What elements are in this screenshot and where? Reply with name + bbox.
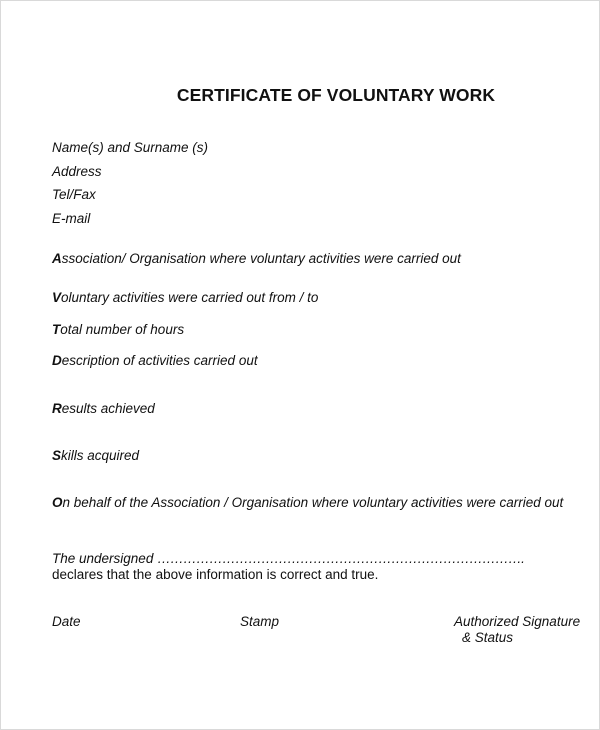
field-description xyxy=(52,353,258,368)
declaration-undersigned-label: The undersigned xyxy=(52,551,154,566)
field-results-initial: R xyxy=(52,401,62,416)
field-hours-text: otal number of hours xyxy=(60,322,185,337)
declaration-statement: declares that the above information is correct and true. xyxy=(52,567,379,582)
field-skills xyxy=(52,448,139,463)
field-association-text: ssociation/ Organisation where voluntary activities were carried out xyxy=(61,251,461,266)
footer-date: Date xyxy=(52,614,81,629)
declaration-dotted-line: …………………………………………………………………………. xyxy=(157,551,525,566)
field-behalf xyxy=(52,495,563,510)
field-behalf-text: n behalf of the Association / Organisation where voluntary activities were carried out xyxy=(62,495,564,510)
field-skills-initial: S xyxy=(52,448,62,463)
field-address: Address xyxy=(52,164,102,179)
field-email: E-mail xyxy=(52,211,91,226)
field-name: Name(s) and Surname (s) xyxy=(52,140,209,155)
field-behalf-initial: O xyxy=(52,495,63,510)
field-telfax: Tel/Fax xyxy=(52,187,96,202)
field-association-initial: A xyxy=(52,251,62,266)
field-association xyxy=(52,251,461,266)
field-dates xyxy=(52,290,318,305)
footer-signature-line2: & Status xyxy=(462,630,514,645)
footer-stamp: Stamp xyxy=(240,614,280,629)
field-hours xyxy=(52,322,184,337)
field-dates-initial: V xyxy=(52,290,62,305)
field-skills-text: kills acquired xyxy=(61,448,140,463)
field-dates-text: oluntary activities were carried out from / to xyxy=(61,290,319,305)
certificate-title: CERTIFICATE OF VOLUNTARY WORK xyxy=(176,85,496,105)
field-description-initial: D xyxy=(52,353,62,368)
footer-signature-line1: Authorized Signature xyxy=(454,614,581,629)
field-results xyxy=(52,401,155,416)
field-hours-initial: T xyxy=(52,322,61,337)
field-description-text: escription of activities carried out xyxy=(61,353,258,368)
field-results-text: esults achieved xyxy=(61,401,155,416)
declaration-undersigned xyxy=(52,551,524,566)
